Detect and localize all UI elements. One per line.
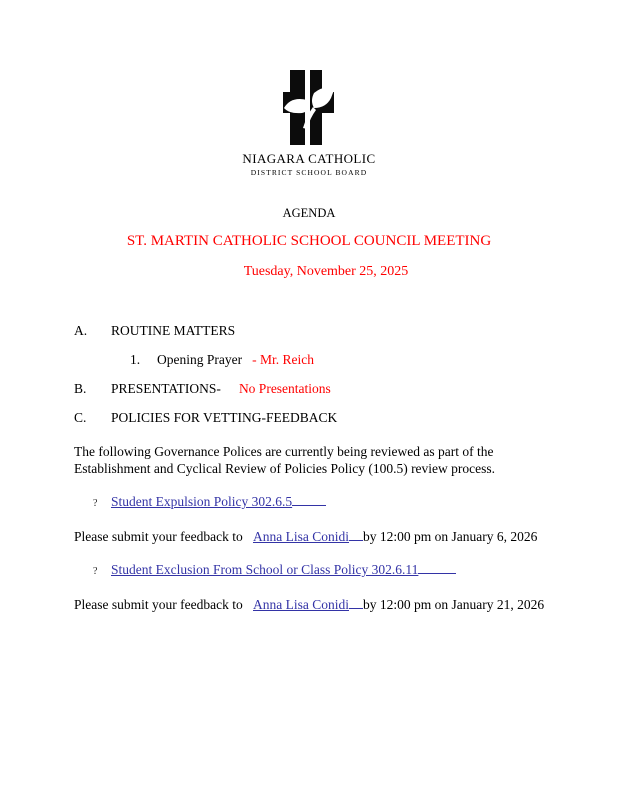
link-underline-tail	[349, 595, 363, 609]
meeting-title: ST. MARTIN CATHOLIC SCHOOL COUNCIL MEETING	[126, 233, 492, 249]
feedback-deadline: by 12:00 pm on January 6, 2026	[363, 529, 538, 544]
feedback-prefix: Please submit your feedback to	[74, 529, 243, 544]
link-underline-tail	[418, 560, 456, 574]
section-title: ROUTINE MATTERS	[111, 323, 236, 338]
section-presentations	[74, 380, 578, 397]
section-routine-matters	[74, 322, 578, 339]
section-note: No Presentations	[238, 381, 331, 396]
section-letter: B.	[74, 381, 87, 396]
intro-line-1: The following Governance Polices are currently being reviewed as part of the	[74, 444, 494, 459]
meeting-date: Tuesday, November 25, 2025	[243, 264, 409, 279]
bullet-icon: ?	[93, 498, 98, 509]
link-underline-tail	[292, 492, 326, 506]
board-logo	[0, 0, 618, 177]
agenda-body	[0, 322, 618, 613]
policy-item-expulsion	[74, 492, 578, 512]
feedback-line-exclusion	[74, 595, 578, 613]
item-text: Opening Prayer	[157, 352, 243, 367]
cross-with-sprout-icon	[281, 66, 337, 148]
intro-line-2: Establishment and Cyclical Review of Policies Policy (100.5) review process.	[74, 461, 496, 476]
policy-link-exclusion[interactable]: Student Exclusion From School or Class Policy 302.6.11	[111, 562, 419, 577]
contact-link-anna-lisa-conidi[interactable]: Anna Lisa Conidi	[253, 597, 349, 612]
section-title: PRESENTATIONS-	[111, 381, 221, 396]
policy-link-expulsion[interactable]: Student Expulsion Policy 302.6.5	[111, 494, 293, 509]
policies-intro-paragraph	[74, 443, 578, 477]
feedback-deadline: by 12:00 pm on January 21, 2026	[363, 597, 545, 612]
routine-item-opening-prayer	[130, 351, 578, 368]
org-name: NIAGARA CATHOLIC	[242, 151, 376, 166]
item-number: 1.	[130, 352, 141, 367]
section-policies-vetting	[74, 409, 578, 426]
section-title: POLICIES FOR VETTING-FEEDBACK	[111, 410, 338, 425]
org-subtitle: DISTRICT SCHOOL BOARD	[250, 168, 368, 177]
section-letter: A.	[74, 323, 88, 338]
bullet-icon: ?	[93, 566, 98, 577]
item-presenter: - Mr. Reich	[252, 352, 314, 367]
policy-item-exclusion	[74, 560, 578, 580]
feedback-line-expulsion	[74, 527, 578, 545]
feedback-prefix: Please submit your feedback to	[74, 597, 243, 612]
agenda-heading: AGENDA	[282, 206, 336, 220]
contact-link-anna-lisa-conidi[interactable]: Anna Lisa Conidi	[253, 529, 349, 544]
section-letter: C.	[74, 410, 87, 425]
link-underline-tail	[349, 527, 363, 541]
